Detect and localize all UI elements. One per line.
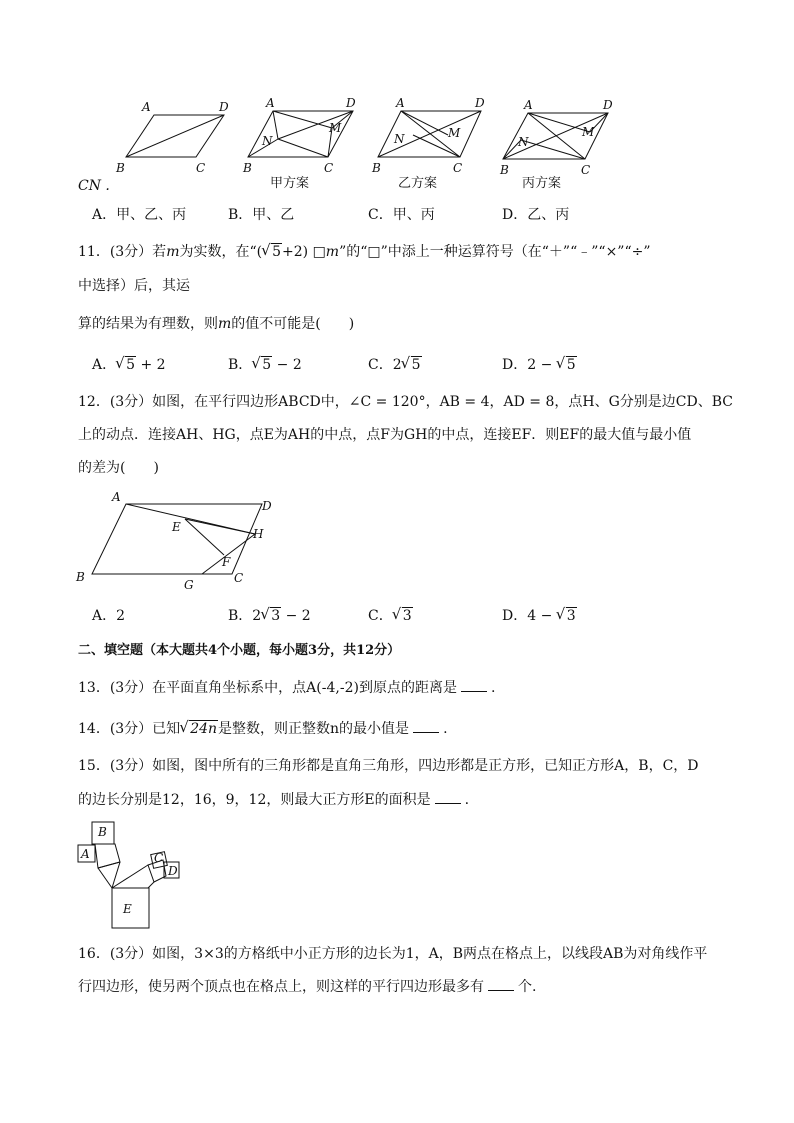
q12-parallelogram xyxy=(92,504,262,574)
q12-line-ef xyxy=(185,519,224,555)
fig3-label-a: A xyxy=(396,96,405,110)
fig2-label-b: B xyxy=(243,161,252,175)
q12-line1: 12．(3分）如图，在平行四边形ABCD中，∠C = 120°，AB = 4，AD = 8，点H、G分别是边CD、BC xyxy=(78,394,733,410)
q12-label-c: C xyxy=(234,571,244,585)
fig4-label-a: A xyxy=(524,98,533,112)
fig4-label-b: B xyxy=(500,163,509,177)
q10-option-a: A．甲、乙、丙 xyxy=(92,207,187,223)
caption-yi: 乙方案 xyxy=(398,176,438,191)
fig3-label-b: B xyxy=(372,161,381,175)
fig3-label-n: N xyxy=(394,132,405,146)
q14: 14．(3分）已知√ 24n是整数，则正整数n的最小值是 . xyxy=(78,718,448,739)
q11-option-d: D．2 − √ 5 xyxy=(502,355,577,375)
q11-line3: 算的结果为有理数，则m的值不可能是( ) xyxy=(78,316,355,332)
q10-option-c: C．甲、丙 xyxy=(368,207,435,223)
q12-label-g: G xyxy=(184,578,194,592)
q15-square-left xyxy=(95,844,120,868)
q15-figure xyxy=(70,818,190,933)
q12-option-d: D．4 − √ 3 xyxy=(502,606,577,626)
fig4-label-d: D xyxy=(603,98,613,112)
q12-label-d: D xyxy=(262,499,272,513)
q15-line1: 15．(3分）如图，图中所有的三角形都是直角三角形，四边形都是正方形，已知正方形A，B，C，D xyxy=(78,758,699,774)
q16-line2: 行四边形，使另两个顶点也在格点上，则这样的平行四边形最多有 个. xyxy=(78,976,536,997)
trailing-cn: CN . xyxy=(78,178,110,194)
q13: 13．(3分）在平面直角坐标系中，点A(-4,-2)到原点的距离是 . xyxy=(78,677,495,698)
fig3-label-m: M xyxy=(448,126,461,140)
fig1-label-b: B xyxy=(116,161,125,175)
q15-answer-blank xyxy=(435,789,461,804)
q12-line-eh xyxy=(185,519,255,534)
q12-label-a: A xyxy=(112,490,121,504)
q12-option-a: A．2 xyxy=(92,608,126,624)
fig2-label-m: M xyxy=(329,121,342,135)
q11-line1: 11．(3分）若m为实数，在“(√ 5+2) □m”的“□”中添上一种运算符号（在“＋”“﹣”“×”“÷” xyxy=(78,242,651,262)
q12-line3: 的差为( ) xyxy=(78,460,159,476)
fig2-label-a: A xyxy=(266,96,275,110)
fig1-label-d: D xyxy=(219,100,229,114)
q12-option-b: B．2√ 3 − 2 xyxy=(228,606,311,626)
q11-line2: 中选择）后，其运 xyxy=(78,278,190,294)
q10-option-b: B．甲、乙 xyxy=(228,207,295,223)
q12-line2: 上的动点．连接AH、HG，点E为AH的中点，点F为GH的中点，连接EF．则EF的最大值与最小值 xyxy=(78,427,692,443)
fig1-label-a: A xyxy=(142,100,151,114)
fig1-label-c: C xyxy=(196,161,206,175)
caption-jia: 甲方案 xyxy=(270,176,310,191)
top-figures xyxy=(70,95,670,195)
fig2-label-n: N xyxy=(262,134,273,148)
q15-label-a: A xyxy=(81,847,90,861)
q16-line1: 16．(3分）如图，3×3的方格纸中小正方形的边长为1，A，B两点在格点上，以线段AB为对角线作平 xyxy=(78,946,708,962)
fig3-label-c: C xyxy=(453,161,463,175)
q16-answer-blank xyxy=(488,976,514,991)
q12-label-b: B xyxy=(76,570,85,584)
q12-option-c: C．√ 3 xyxy=(368,606,413,626)
q12-figure xyxy=(70,486,290,596)
fig4-label-n: N xyxy=(518,135,529,149)
q15-label-c: C xyxy=(154,851,164,865)
q10-option-d: D．乙、丙 xyxy=(502,207,570,223)
q11-option-b: B．√ 5 − 2 xyxy=(228,355,302,375)
q15-label-b: B xyxy=(98,825,107,839)
fig3-label-d: D xyxy=(475,96,485,110)
fig2-label-c: C xyxy=(324,161,334,175)
q14-answer-blank xyxy=(413,718,439,733)
section-heading-fill-in: 二、填空题（本大题共4个小题，每小题3分，共12分） xyxy=(78,643,401,658)
parallelogram-figure-1 xyxy=(126,115,224,157)
q13-answer-blank xyxy=(461,677,487,692)
caption-bing: 丙方案 xyxy=(522,176,562,191)
fig2-label-d: D xyxy=(346,96,356,110)
q11-option-a: A．√ 5 + 2 xyxy=(92,355,166,375)
q12-label-h: H xyxy=(253,527,264,541)
q15-line2: 的边长分别是12，16，9，12，则最大正方形E的面积是 . xyxy=(78,789,469,810)
q11-option-c: C．2√ 5 xyxy=(368,355,422,375)
q15-label-d: D xyxy=(168,864,178,878)
fig4-label-m: M xyxy=(582,125,595,139)
fig4-label-c: C xyxy=(581,163,591,177)
q12-label-e: E xyxy=(172,520,181,534)
q15-label-e: E xyxy=(123,902,132,916)
q12-label-f: F xyxy=(222,555,231,569)
